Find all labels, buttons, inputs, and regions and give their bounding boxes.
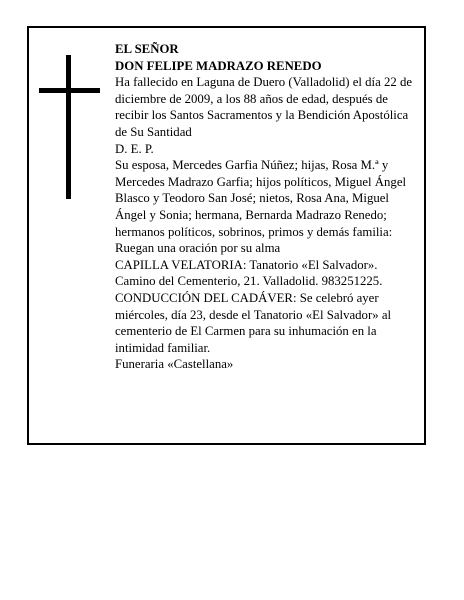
obituary-notice [27,26,426,445]
rip-line: D. E. P. [115,141,154,156]
cross-icon [39,55,100,199]
funeral-home: Funeraria «Castellana» [115,357,234,372]
chapel-info: CAPILLA VELATORIA: Tanatorio «El Salvador». Camino del Cementerio, 21. Valladolid. 983251225. [115,257,383,289]
obituary-title: EL SEÑOR [115,42,179,56]
obituary-text [115,41,420,373]
family-list: Su esposa, Mercedes Garfia Núñez; hijas, Rosa M.ª y Mercedes Madrazo Garfia; hijos políticos, Miguel Ángel Blasco y Teodoro San José; nietos, Rosa Ana, Miguel Ángel y Sonia; hermana, Bernarda Madrazo Renedo; hermanos políticos, sobrinos, primos y demás familia: [115,158,407,239]
deceased-name: DON FELIPE MADRAZO RENEDO [115,58,322,73]
funeral-procession-info: CONDUCCIÓN DEL CADÁVER: Se celebró ayer miércoles, día 23, desde el Tanatorio «El Salvador» al cementerio de El Carmen para su inhumación en la intimidad familiar. [115,290,392,355]
cross-vertical-bar [66,55,71,199]
death-announcement: Ha fallecido en Laguna de Duero (Valladolid) el día 22 de diciembre de 2009, a los 88 años de edad, después de recibir los Santos Sacramentos y la Bendición Apostólica de Su Santidad [115,75,413,139]
cross-horizontal-bar [39,88,100,93]
prayer-request: Ruegan una oración por su alma [115,241,281,256]
